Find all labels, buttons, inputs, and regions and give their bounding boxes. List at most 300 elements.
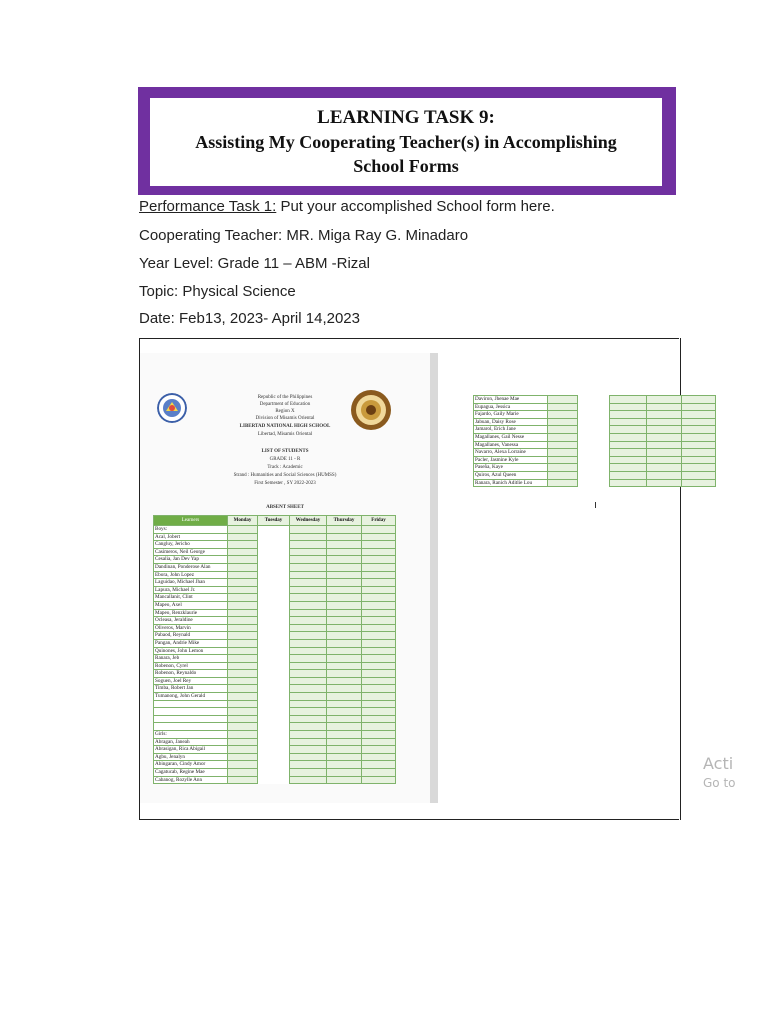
learner-name: Jamarol, Erich Jane [474, 426, 548, 434]
learner-name: Abrasigan, Rica Abigail [154, 746, 228, 754]
year-level-line: Year Level: Grade 11 – ABM -Rizal [139, 255, 370, 272]
attendance-cell [327, 731, 362, 739]
table-row [154, 541, 396, 549]
learner-name: Dandinan, Ponderose Alan [154, 563, 228, 571]
attendance-cell [578, 464, 610, 472]
attendance-cell [228, 533, 258, 541]
attendance-cell [258, 639, 290, 647]
attendance-cell [610, 396, 647, 404]
attendance-cell [362, 533, 396, 541]
attendance-cell [228, 670, 258, 678]
attendance-cell [258, 556, 290, 564]
attendance-cell [258, 670, 290, 678]
attendance-cell [327, 526, 362, 534]
teacher-line: Cooperating Teacher: MR. Miga Ray G. Minadaro [139, 227, 469, 244]
absent-sheet-table [153, 515, 396, 784]
attendance-cell [327, 571, 362, 579]
attendance-cell [327, 670, 362, 678]
attendance-cell [228, 685, 258, 693]
table-row [474, 396, 716, 404]
attendance-cell [258, 563, 290, 571]
attendance-cell [578, 403, 610, 411]
attendance-cell [290, 655, 327, 663]
section-label: Boys: [154, 526, 228, 534]
form-header-6: Libertad, Misamis Oriental [257, 432, 313, 437]
attendance-cell [610, 464, 647, 472]
learner-name: Eupagua, Jessica [474, 403, 548, 411]
attendance-cell [362, 693, 396, 701]
attendance-cell [290, 609, 327, 617]
form-sub-2: Track : Academic [267, 465, 303, 470]
form-header-1: Republic of the Philippines [257, 395, 313, 400]
attendance-cell [290, 761, 327, 769]
attendance-cell [290, 700, 327, 708]
attendance-cell [258, 647, 290, 655]
table-row [474, 471, 716, 479]
attendance-cell [290, 571, 327, 579]
attendance-cell [290, 586, 327, 594]
table-row [154, 655, 396, 663]
learner-name: Oliveros, Marvin [154, 624, 228, 632]
attendance-cell [290, 731, 327, 739]
attendance-cell [362, 571, 396, 579]
learner-name: Daviron, Jhenae Mae [474, 396, 548, 404]
attendance-cell [647, 449, 682, 457]
attendance-cell [327, 601, 362, 609]
form-header-2: Department of Education [259, 402, 311, 407]
title-box [138, 87, 676, 195]
attendance-cell [228, 769, 258, 777]
table-row [474, 411, 716, 419]
attendance-cell [610, 479, 647, 487]
attendance-cell [647, 426, 682, 434]
attendance-cell [258, 579, 290, 587]
learner-name: Paseña, Kaye [474, 464, 548, 472]
attendance-cell [327, 632, 362, 640]
attendance-cell [258, 617, 290, 625]
attendance-cell [362, 731, 396, 739]
attendance-cell [327, 723, 362, 731]
attendance-cell [548, 471, 578, 479]
attendance-cell [228, 715, 258, 723]
performance-task-line [139, 198, 555, 215]
attendance-cell [258, 776, 290, 784]
attendance-cell [362, 639, 396, 647]
table-row [154, 601, 396, 609]
attendance-cell [290, 548, 327, 556]
title-line-1: LEARNING TASK 9: [317, 107, 495, 128]
attendance-cell [327, 586, 362, 594]
table-row [154, 708, 396, 716]
attendance-cell [228, 753, 258, 761]
attendance-cell [682, 411, 716, 419]
attendance-cell [228, 746, 258, 754]
attendance-cell [290, 693, 327, 701]
attendance-cell [647, 433, 682, 441]
learner-name: Abingaran, Cindy Amor [154, 761, 228, 769]
attendance-cell [682, 479, 716, 487]
attendance-cell [327, 693, 362, 701]
attendance-cell [610, 411, 647, 419]
form-sub-1: GRADE 11 - R [269, 457, 301, 462]
learner-name: Pabaod, Reynald [154, 632, 228, 640]
attendance-cell [327, 647, 362, 655]
learner-name [154, 715, 228, 723]
attendance-cell [578, 479, 610, 487]
learner-name: Laguidao, Michael Jhan [154, 579, 228, 587]
attendance-cell [258, 609, 290, 617]
frame-bottom-edge [139, 805, 679, 820]
attendance-cell [578, 441, 610, 449]
attendance-cell [290, 533, 327, 541]
attendance-cell [327, 700, 362, 708]
attendance-cell [258, 533, 290, 541]
attendance-cell [290, 594, 327, 602]
learner-name: Pacler, Jasmine Kyle [474, 456, 548, 464]
table-row [154, 746, 396, 754]
attendance-cell [610, 403, 647, 411]
attendance-cell [327, 548, 362, 556]
attendance-cell [228, 586, 258, 594]
attendance-cell [258, 723, 290, 731]
attendance-cell [290, 776, 327, 784]
attendance-cell [228, 624, 258, 632]
attendance-cell [578, 433, 610, 441]
attendance-cell [258, 715, 290, 723]
attendance-cell [682, 426, 716, 434]
attendance-cell [258, 632, 290, 640]
table-row [154, 776, 396, 784]
attendance-cell [548, 441, 578, 449]
table-section-row [154, 731, 396, 739]
table-section-row [154, 526, 396, 534]
attendance-cell [258, 753, 290, 761]
attendance-cell [327, 708, 362, 716]
table-row [154, 556, 396, 564]
attendance-cell [327, 533, 362, 541]
attendance-cell [228, 609, 258, 617]
table-row [154, 533, 396, 541]
table-row [154, 753, 396, 761]
learner-name: Magallanes, Gail Nesse [474, 433, 548, 441]
table-row [154, 632, 396, 640]
attendance-cell [228, 571, 258, 579]
attendance-cell [362, 746, 396, 754]
attendance-cell [258, 746, 290, 754]
attendance-cell [647, 441, 682, 449]
table-row [154, 769, 396, 777]
attendance-cell [228, 541, 258, 549]
learner-name: Mancallanit, Clint [154, 594, 228, 602]
attendance-cell [327, 609, 362, 617]
attendance-cell [228, 738, 258, 746]
learner-name: Robenon, Reynaldo [154, 670, 228, 678]
learner-name: Fajardo, Gaily Marie [474, 411, 548, 419]
attendance-cell [228, 563, 258, 571]
attendance-cell [548, 403, 578, 411]
attendance-cell [228, 601, 258, 609]
learner-name: Pangan, Andrie Mike [154, 639, 228, 647]
attendance-cell [327, 753, 362, 761]
table-row [474, 441, 716, 449]
attendance-cell [258, 594, 290, 602]
learner-name: Tumanong, John Gerald [154, 693, 228, 701]
table-row [154, 617, 396, 625]
attendance-cell [362, 579, 396, 587]
attendance-cell [362, 541, 396, 549]
attendance-cell [258, 769, 290, 777]
attendance-cell [290, 632, 327, 640]
attendance-cell [228, 647, 258, 655]
attendance-cell [578, 471, 610, 479]
form-header-school: LIBERTAD NATIONAL HIGH SCHOOL [239, 424, 331, 429]
attendance-cell [682, 441, 716, 449]
attendance-cell [258, 700, 290, 708]
attendance-cell [647, 456, 682, 464]
learner-name: Navarro, Alexa Lorraine [474, 449, 548, 457]
attendance-cell [290, 769, 327, 777]
attendance-cell [228, 761, 258, 769]
attendance-cell [362, 624, 396, 632]
attendance-cell [362, 753, 396, 761]
table-row [474, 426, 716, 434]
attendance-cell [327, 579, 362, 587]
attendance-cell [548, 456, 578, 464]
activation-watermark-1: Acti [703, 754, 734, 773]
attendance-cell [258, 685, 290, 693]
attendance-cell [647, 396, 682, 404]
attendance-cell [327, 662, 362, 670]
attendance-cell [362, 617, 396, 625]
title-line-3: School Forms [353, 156, 459, 176]
attendance-cell [548, 449, 578, 457]
attendance-cell [290, 670, 327, 678]
attendance-cell [362, 708, 396, 716]
attendance-cell [258, 738, 290, 746]
attendance-cell [682, 396, 716, 404]
table-row [474, 433, 716, 441]
attendance-cell [327, 624, 362, 632]
attendance-cell [362, 594, 396, 602]
attendance-cell [290, 647, 327, 655]
activation-watermark-2: Go to [703, 776, 736, 790]
learner-name [154, 723, 228, 731]
table-row [154, 761, 396, 769]
attendance-cell [258, 571, 290, 579]
attendance-cell [228, 700, 258, 708]
frame-top-edge [139, 338, 679, 353]
attendance-cell [647, 418, 682, 426]
attendance-cell [682, 449, 716, 457]
table-row [154, 594, 396, 602]
table-row [474, 464, 716, 472]
attendance-cell [362, 548, 396, 556]
attendance-cell [647, 403, 682, 411]
attendance-cell [610, 471, 647, 479]
attendance-cell [290, 723, 327, 731]
table-row [154, 609, 396, 617]
attendance-cell [327, 738, 362, 746]
table-row [154, 571, 396, 579]
attendance-cell [362, 738, 396, 746]
form-page-2 [438, 353, 678, 803]
title-line-2: Assisting My Cooperating Teacher(s) in Accomplishing [195, 132, 617, 152]
attendance-cell [548, 464, 578, 472]
attendance-cell [327, 541, 362, 549]
col-monday: Monday [228, 516, 258, 526]
learner-name: Quiros, Azul Queen [474, 471, 548, 479]
attendance-cell [610, 441, 647, 449]
learner-name: Abragan, Janeah [154, 738, 228, 746]
attendance-cell [548, 426, 578, 434]
attendance-cell [682, 464, 716, 472]
attendance-cell [258, 586, 290, 594]
attendance-cell [228, 731, 258, 739]
attendance-cell [362, 677, 396, 685]
attendance-cell [258, 601, 290, 609]
attendance-cell [610, 426, 647, 434]
form-header-3: Region X [275, 409, 295, 414]
attendance-cell [258, 526, 290, 534]
attendance-cell [647, 479, 682, 487]
attendance-cell [362, 563, 396, 571]
form-sheet-title: ABSENT SHEET [266, 505, 304, 510]
attendance-cell [228, 617, 258, 625]
attendance-cell [362, 662, 396, 670]
attendance-cell [258, 731, 290, 739]
learner-name: Mapeo, Renzklaurie [154, 609, 228, 617]
col-learners: Learners [154, 516, 228, 526]
attendance-cell [258, 655, 290, 663]
title-inner [150, 98, 662, 186]
attendance-cell [548, 418, 578, 426]
attendance-cell [290, 624, 327, 632]
attendance-cell [578, 418, 610, 426]
page-separator [430, 353, 438, 803]
attendance-cell [228, 579, 258, 587]
learner-name: Ranara, Jeb [154, 655, 228, 663]
performance-task-text: Put your accomplished School form here. [276, 198, 555, 215]
attendance-cell [228, 723, 258, 731]
attendance-cell [228, 693, 258, 701]
attendance-cell [258, 677, 290, 685]
learner-name: Cangluy, Jericho [154, 541, 228, 549]
table-row [154, 700, 396, 708]
table-row [154, 738, 396, 746]
table-row [154, 685, 396, 693]
learner-name: Robenon, Cyrel [154, 662, 228, 670]
attendance-cell [548, 479, 578, 487]
learner-name: Ebora, John Lopez [154, 571, 228, 579]
attendance-cell [290, 715, 327, 723]
form-header-4: Division of Misamis Oriental [255, 416, 315, 421]
attendance-cell [362, 769, 396, 777]
table-row [154, 548, 396, 556]
attendance-cell [290, 526, 327, 534]
topic-line: Topic: Physical Science [139, 283, 296, 300]
table-row [154, 670, 396, 678]
date-line: Date: Feb13, 2023- April 14,2023 [139, 310, 360, 327]
learner-name: Lapura, Michael Jr. [154, 586, 228, 594]
attendance-cell [362, 526, 396, 534]
attendance-cell [647, 471, 682, 479]
learner-name [154, 708, 228, 716]
col-thursday: Thursday [327, 516, 362, 526]
attendance-cell [290, 753, 327, 761]
table-row [154, 579, 396, 587]
attendance-cell [327, 556, 362, 564]
attendance-cell [228, 632, 258, 640]
attendance-cell [578, 449, 610, 457]
table-row [154, 624, 396, 632]
absent-sheet-table-continued [473, 395, 716, 487]
attendance-cell [362, 670, 396, 678]
attendance-cell [548, 433, 578, 441]
col-friday: Friday [362, 516, 396, 526]
attendance-cell [578, 411, 610, 419]
attendance-cell [362, 556, 396, 564]
attendance-cell [327, 677, 362, 685]
attendance-cell [258, 693, 290, 701]
attendance-cell [290, 639, 327, 647]
attendance-cell [578, 426, 610, 434]
table-row [154, 723, 396, 731]
attendance-cell [362, 601, 396, 609]
attendance-cell [228, 776, 258, 784]
learner-name: Ranara, Ranich Aditlie Lou [474, 479, 548, 487]
learner-name: Cesalia, Jan Dev Yap [154, 556, 228, 564]
attendance-cell [610, 456, 647, 464]
attendance-cell [362, 632, 396, 640]
attendance-cell [228, 639, 258, 647]
attendance-cell [362, 700, 396, 708]
table-row [154, 662, 396, 670]
attendance-cell [362, 776, 396, 784]
form-sub-3: Strand : Humanities and Social Sciences (HUMSS) [233, 473, 337, 478]
attendance-cell [258, 541, 290, 549]
attendance-cell [327, 639, 362, 647]
attendance-cell [327, 715, 362, 723]
learner-name: Agbu, Jenalyn [154, 753, 228, 761]
attendance-cell [290, 685, 327, 693]
table-row [474, 479, 716, 487]
attendance-cell [290, 738, 327, 746]
learner-name: Casimeros, Neil George [154, 548, 228, 556]
learner-name: Timba, Robert Jan [154, 685, 228, 693]
performance-task-label: Performance Task 1: [139, 198, 277, 215]
form-page-1 [140, 353, 430, 803]
attendance-cell [228, 556, 258, 564]
attendance-cell [258, 708, 290, 716]
table-row [154, 677, 396, 685]
attendance-cell [228, 662, 258, 670]
section-label: Girls: [154, 731, 228, 739]
table-row [154, 693, 396, 701]
learner-name: Soguen, Joel Rey [154, 677, 228, 685]
attendance-cell [548, 396, 578, 404]
attendance-cell [290, 617, 327, 625]
learner-name: Ocleasa, Jeraldine [154, 617, 228, 625]
attendance-cell [327, 761, 362, 769]
attendance-cell [610, 449, 647, 457]
learner-name: Acal, Jobert [154, 533, 228, 541]
table-row [154, 715, 396, 723]
attendance-cell [290, 541, 327, 549]
table-row [154, 586, 396, 594]
learner-name: Quinones, John Lemon [154, 647, 228, 655]
attendance-cell [362, 647, 396, 655]
attendance-cell [290, 563, 327, 571]
